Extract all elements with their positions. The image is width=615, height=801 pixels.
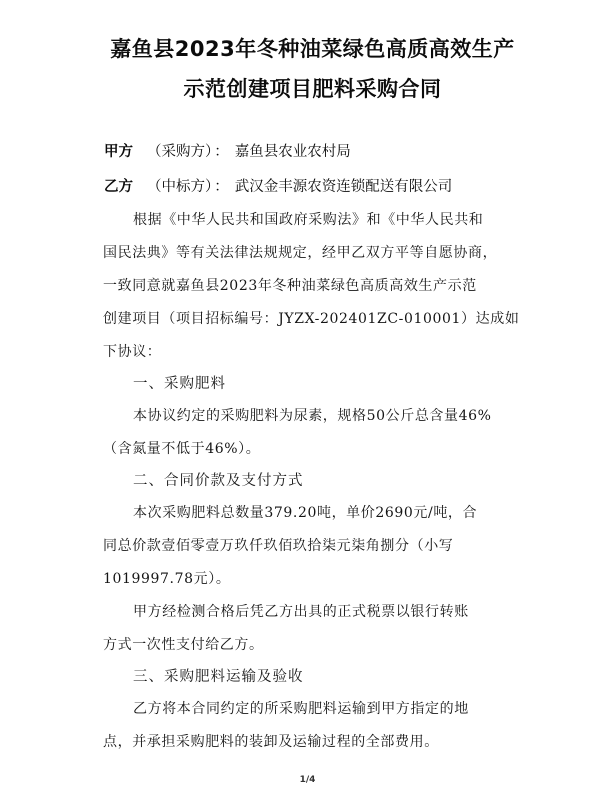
section-2-line: 1019997.78元）。 (103, 571, 231, 587)
party-b (104, 175, 452, 196)
party-b-label: 乙方 (104, 179, 133, 195)
section-3-line: 乙方将本合同约定的所采购肥料运输到甲方指定的地 (133, 701, 469, 717)
intro-line: 一致同意就嘉鱼县2023年冬种油菜绿色高质高效生产示范 (103, 278, 477, 294)
document-title-line-1: 嘉鱼县2023年冬种油菜绿色高质高效生产 (110, 37, 515, 61)
section-2-line: 同总价款壹佰零壹万玖仟玖佰玖拾柒元柒角捌分（小写 (103, 538, 454, 554)
party-a-name: 嘉鱼县农业农村局 (234, 144, 351, 160)
party-a-colon: ： (214, 144, 229, 160)
party-b-name: 武汉金丰源农资连锁配送有限公司 (234, 179, 453, 195)
intro-line: 下协议： (103, 344, 162, 360)
party-a-role: （采购方） (147, 144, 213, 160)
page-number: 1/4 (299, 775, 316, 785)
section-3-line: 点，并承担采购肥料的装卸及运输过程的全部费用。 (103, 734, 439, 750)
intro-line: 国民法典》等有关法律法规规定，经甲乙双方平等自愿协商， (103, 245, 498, 261)
section-1-line: 本协议约定的采购肥料为尿素，规格50公斤总含量46% (133, 408, 492, 424)
intro-line: 创建项目（项目招标编号：JYZX-202401ZC-010001）达成如 (103, 311, 520, 327)
party-b-role: （中标方） (147, 179, 213, 195)
party-a (104, 140, 351, 161)
section-3-heading: 三、采购肥料运输及验收 (133, 669, 304, 685)
party-b-colon: ： (214, 179, 229, 195)
section-2-line: 甲方经检测合格后凭乙方出具的正式税票以银行转账 (133, 604, 469, 620)
section-1-heading: 一、采购肥料 (133, 376, 226, 392)
section-2-line: 本次采购肥料总数量379.20吨，单价2690元/吨，合 (133, 505, 478, 521)
section-2-line: 方式一次性支付给乙方。 (103, 637, 264, 653)
party-a-label: 甲方 (104, 144, 133, 160)
document-title-line-2: 示范创建项目肥料采购合同 (183, 77, 442, 101)
section-2-heading: 二、合同价款及支付方式 (133, 473, 304, 489)
intro-line: 根据《中华人民共和国政府采购法》和《中华人民共和 (133, 212, 484, 228)
section-1-line: （含氮量不低于46%）。 (103, 441, 261, 457)
